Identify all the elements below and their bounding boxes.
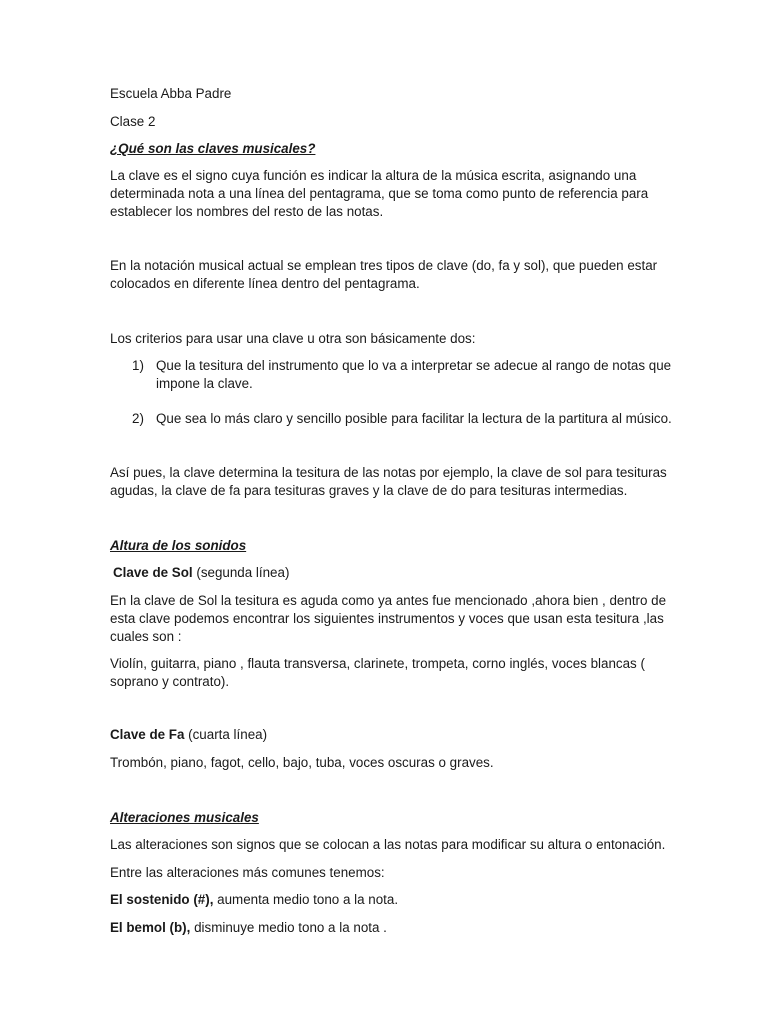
bemol-desc: disminuye medio tono a la nota .: [190, 920, 387, 935]
bemol-term: El bemol (b),: [110, 920, 191, 935]
bemol-definition: [110, 919, 670, 937]
intro-line: La clave es el signo cuya función es indicar la altura de la música escrita, asignando una: [110, 168, 637, 183]
clave-sol-detail: (segunda línea): [192, 565, 290, 580]
fa-instruments: Trombón, piano, fagot, cello, bajo, tuba, voces oscuras o graves.: [110, 755, 494, 770]
types-line: En la notación musical actual se emplean tres tipos de clave (do, fa y sol), que pueden estar: [110, 258, 658, 273]
alteraciones-common-intro: Entre las alteraciones más comunes tenemos:: [110, 865, 385, 880]
clave-sol-heading: [113, 564, 673, 582]
list-number: 1): [132, 358, 144, 373]
sol-description-line: esta clave podemos encontrar los siguientes instrumentos y voces que usan esta tesitura ,las: [110, 611, 664, 626]
clave-fa-name: Clave de Fa: [110, 727, 185, 742]
section-title-claves: ¿Qué son las claves musicales?: [110, 141, 316, 156]
list-number: 2): [132, 411, 144, 426]
sol-instruments-line: Violín, guitarra, piano , flauta transversa, clarinete, trompeta, corno inglés, voces blancas (: [110, 656, 645, 671]
clave-sol-name: Clave de Sol: [113, 565, 193, 580]
sostenido-term: El sostenido (#),: [110, 892, 214, 907]
list-item-line: Que la tesitura del instrumento que lo va a interpretar se adecue al rango de notas que: [156, 358, 672, 373]
sostenido-desc: aumenta medio tono a la nota.: [213, 892, 399, 907]
section-title-alteraciones: Alteraciones musicales: [110, 810, 259, 825]
clave-fa-heading: [110, 726, 670, 744]
summary-line: agudas, la clave de fa para tesituras graves y la clave de do para tesituras intermedias.: [110, 483, 628, 498]
school-name: Escuela Abba Padre: [110, 86, 232, 101]
sol-description-line: En la clave de Sol la tesitura es aguda como ya antes fue mencionado ,ahora bien , dentro de: [110, 593, 667, 608]
sol-instruments-line: soprano y contrato).: [110, 674, 230, 689]
types-line: colocados en diferente línea dentro del pentagrama.: [110, 276, 420, 291]
list-item-line: impone la clave.: [156, 376, 253, 391]
alteraciones-description: Las alteraciones son signos que se colocan a las notas para modificar su altura o entonación.: [110, 837, 666, 852]
criteria-intro: Los criterios para usar una clave u otra son básicamente dos:: [110, 331, 476, 346]
list-item-line: Que sea lo más claro y sencillo posible para facilitar la lectura de la partitura al músico.: [156, 411, 672, 426]
sol-description-line: cuales son :: [110, 629, 182, 644]
intro-line: establecer los nombres del resto de las notas.: [110, 204, 384, 219]
section-title-altura: Altura de los sonidos: [110, 538, 247, 553]
class-label: Clase 2: [110, 114, 156, 129]
clave-fa-detail: (cuarta línea): [184, 727, 268, 742]
intro-line: determinada nota a una línea del pentagrama, que se toma como punto de referencia para: [110, 186, 649, 201]
summary-line: Así pues, la clave determina la tesitura de las notas por ejemplo, la clave de sol para tesituras: [110, 465, 667, 480]
sostenido-definition: [110, 891, 670, 909]
